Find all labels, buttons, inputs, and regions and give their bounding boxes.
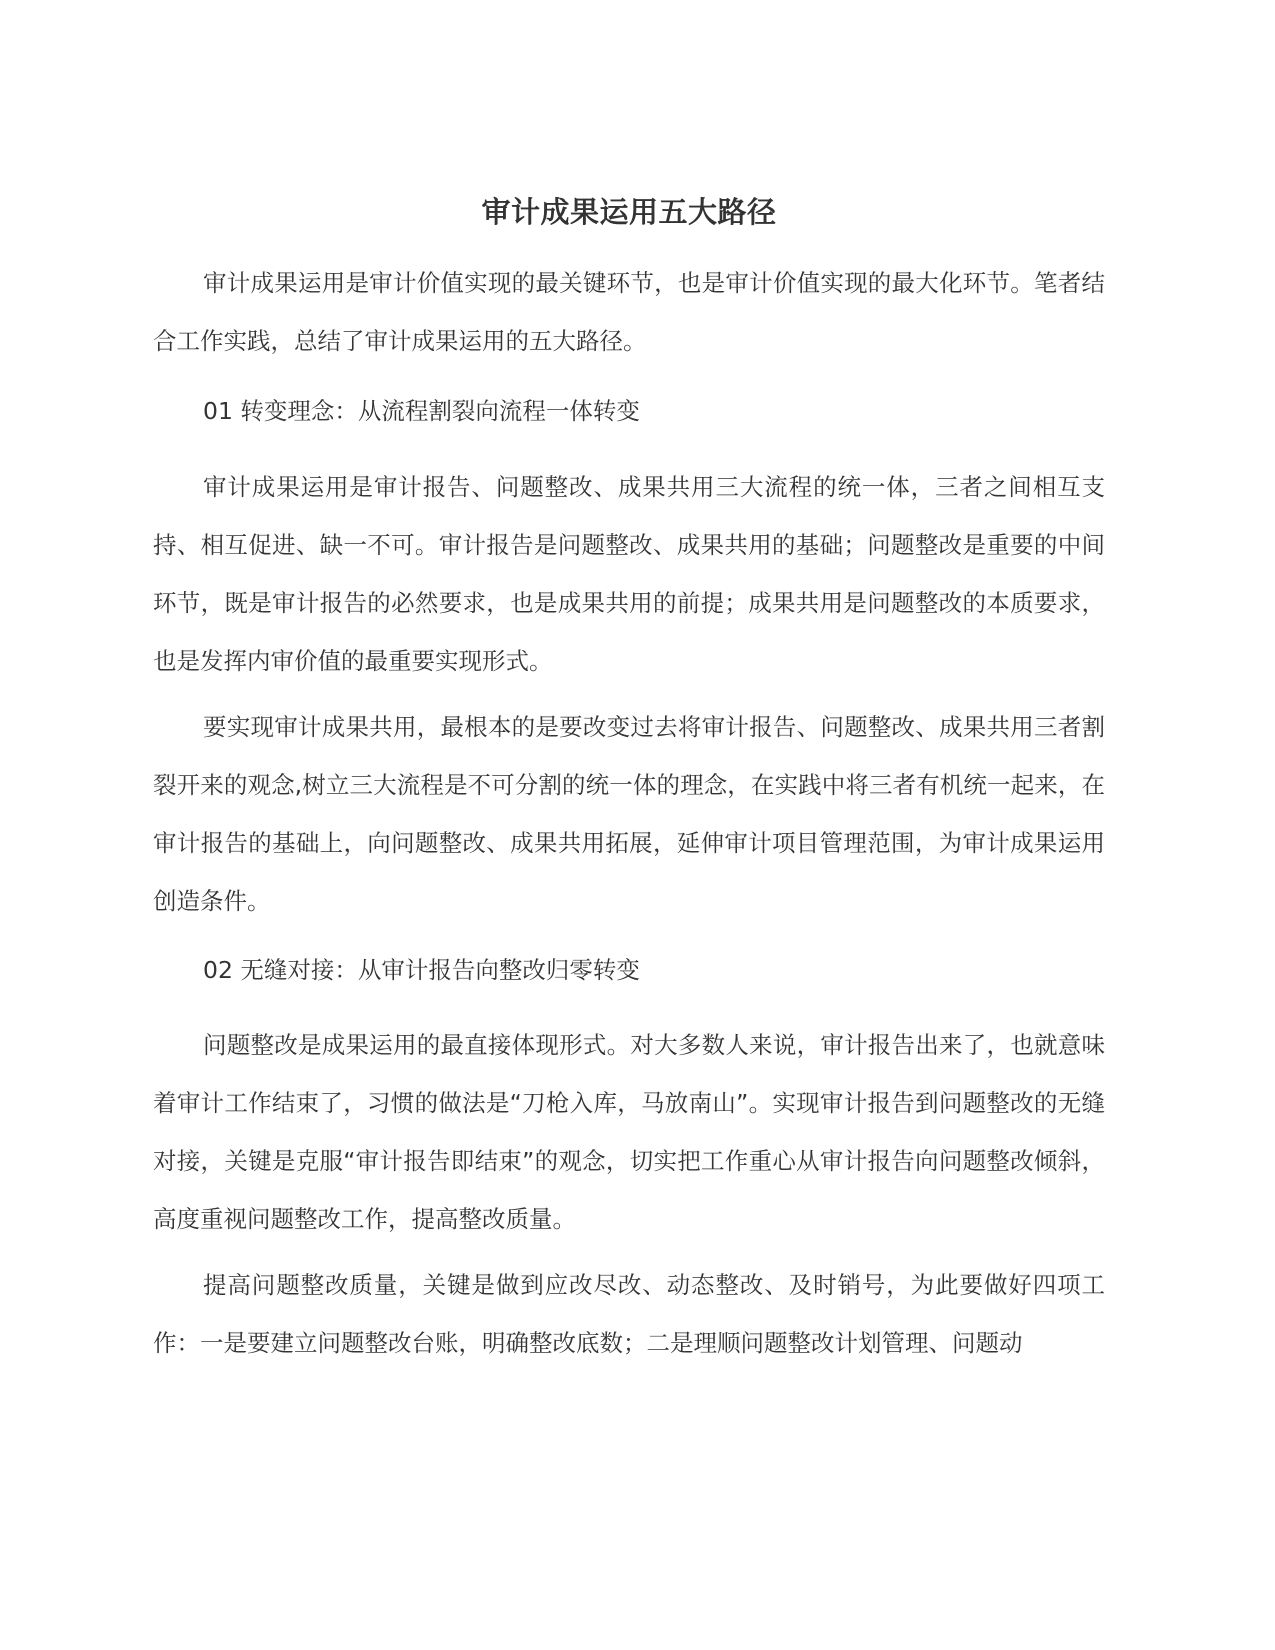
section-heading-02: 02 无缝对接：从审计报告向整改归零转变 (203, 956, 640, 984)
section-01-paragraph-2: 要实现审计成果共用，最根本的是要改变过去将审计报告、问题整改、成果共用三者割裂开来的观念,树立三大流程是不可分割的统一体的理念，在实践中将三者有机统一起来，在审计报告的基础上，向问题整改、成果共用拓展，延伸审计项目管理范围，为审计成果运用创造条件。 (153, 713, 1105, 915)
section-01-paragraph-1: 审计成果运用是审计报告、问题整改、成果共用三大流程的统一体，三者之间相互支持、相互促进、缺一不可。审计报告是问题整改、成果共用的基础；问题整改是重要的中间环节，既是审计报告的必然要求，也是成果共用的前提；成果共用是问题整改的本质要求，也是发挥内审价值的最重要实现形式。 (153, 473, 1105, 675)
section-heading-01: 01 转变理念：从流程割裂向流程一体转变 (203, 397, 640, 425)
intro-paragraph: 审计成果运用是审计价值实现的最关键环节，也是审计价值实现的最大化环节。笔者结合工作实践，总结了审计成果运用的五大路径。 (153, 269, 1105, 355)
section-02-paragraph-2: 提高问题整改质量，关键是做到应改尽改、动态整改、及时销号，为此要做好四项工作：一是要建立问题整改台账，明确整改底数；二是理顺问题整改计划管理、问题动 (153, 1271, 1105, 1357)
section-02-paragraph-1: 问题整改是成果运用的最直接体现形式。对大多数人来说，审计报告出来了，也就意味着审计工作结束了，习惯的做法是“刀枪入库，马放南山”。实现审计报告到问题整改的无缝对接，关键是克服“审计报告即结束”的观念，切实把工作重心从审计报告向问题整改倾斜，高度重视问题整改工作，提高整改质量。 (153, 1031, 1105, 1233)
document-title: 审计成果运用五大路径 (481, 195, 777, 229)
